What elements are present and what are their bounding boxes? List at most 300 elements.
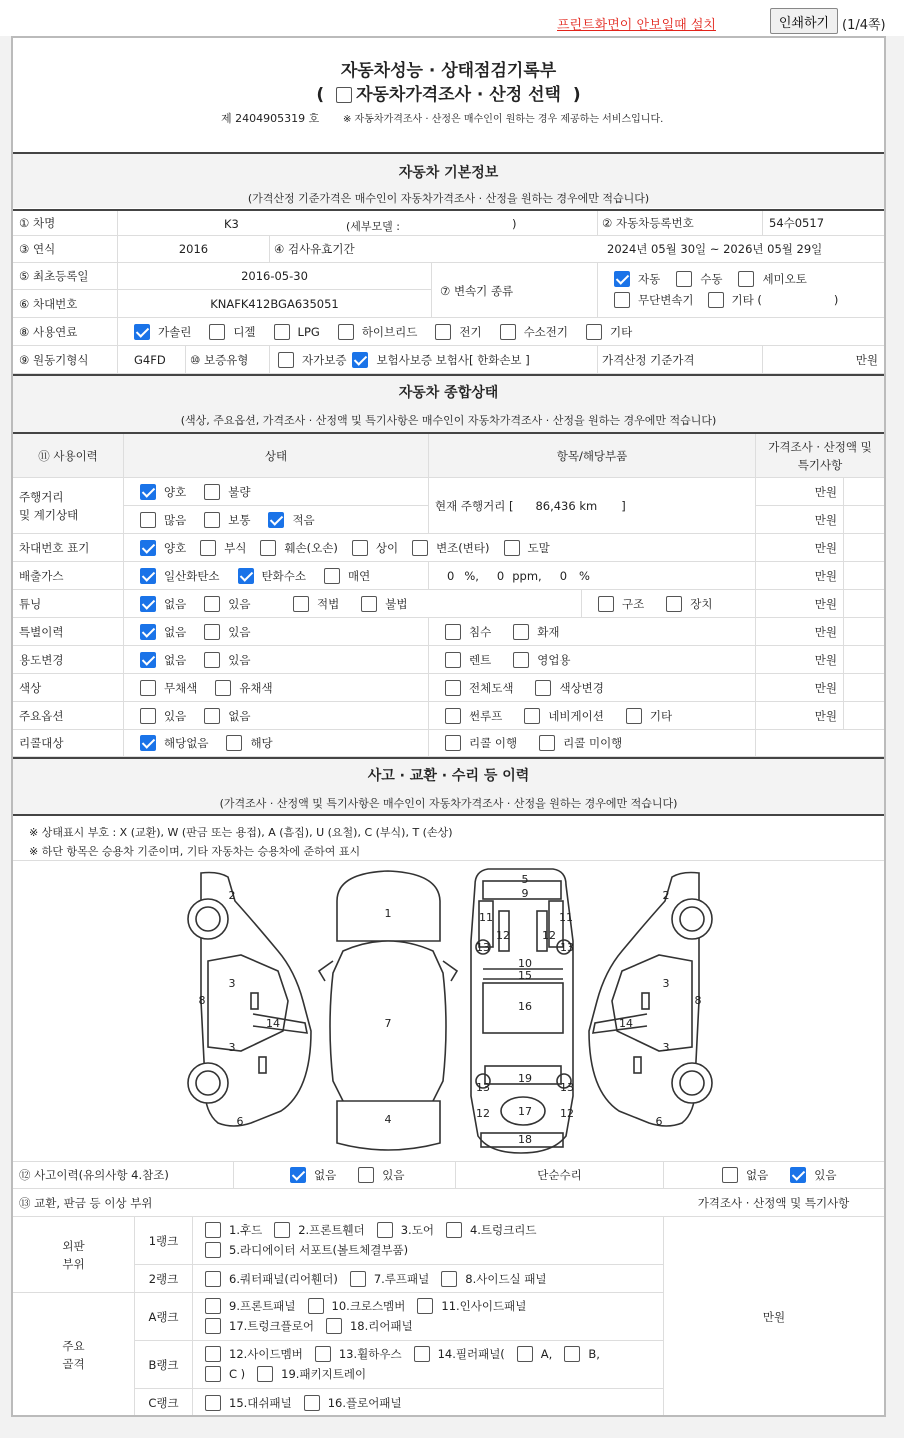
- rank1-l0-part-2-checkbox[interactable]: [377, 1222, 393, 1238]
- price-check-select-checkbox[interactable]: [336, 87, 352, 103]
- first-reg-label: ⑤ 최초등록일: [19, 269, 89, 283]
- status-symbol-note: ※ 상태표시 부호 : X (교환), W (판금 또는 용접), A (흠집), U (요철), C (부식), T (손상): [29, 826, 453, 839]
- tuning-type-cell: [581, 590, 755, 617]
- rankB-l1-part-1-checkbox[interactable]: [257, 1366, 273, 1382]
- outer-panel-group: [13, 1217, 134, 1293]
- warranty-option-0[interactable]: [278, 352, 346, 368]
- accident-section-header: [13, 757, 884, 814]
- print-button[interactable]: 인쇄하기: [770, 8, 838, 34]
- vinmark-option-5[interactable]: [504, 540, 550, 556]
- vinmark-option-0[interactable]: [140, 540, 186, 556]
- vinmark-row-label: 차대번호 표기: [19, 540, 90, 555]
- emission-co-unit: %,: [464, 568, 479, 583]
- diagram-label-3-left-front: 3: [228, 977, 236, 990]
- rank2-l0-part-0[interactable]: [205, 1271, 338, 1287]
- car-name-cell: [117, 211, 597, 235]
- document-title: 자동차성능 · 상태점검기록부: [340, 61, 557, 81]
- detail-model-label: (세부모델 :: [346, 220, 400, 233]
- warranty-1-checkbox[interactable]: [352, 352, 368, 368]
- trans-manual-option[interactable]: [676, 271, 722, 287]
- diagram-label-12-rear-left: 12: [476, 1107, 490, 1120]
- option-item-2-checkbox[interactable]: [626, 708, 642, 724]
- emission-1-checkbox[interactable]: [238, 568, 254, 584]
- rank1-l0-part-1[interactable]: [274, 1222, 365, 1238]
- usage-price-extra: [843, 646, 884, 673]
- fuel-6-checkbox[interactable]: [586, 324, 602, 340]
- engine-label: ⑨ 원동기형식: [19, 352, 89, 367]
- rankB-l1-part-0-checkbox[interactable]: [205, 1366, 221, 1382]
- overall-column-header: [13, 432, 884, 478]
- recall-1-checkbox[interactable]: [226, 735, 242, 751]
- recall-item-0-checkbox[interactable]: [445, 735, 461, 751]
- emission-0-checkbox[interactable]: [140, 568, 156, 584]
- rank2-l0-part-2-checkbox[interactable]: [441, 1271, 457, 1287]
- rankB-l1-part-label-1: 19.패키지트레이: [281, 1367, 367, 1381]
- trans-etc-close: ): [833, 293, 839, 307]
- rankB-l0-part-4[interactable]: [564, 1346, 600, 1362]
- mileage2-option-0[interactable]: [140, 512, 186, 528]
- option-item-0-checkbox[interactable]: [445, 708, 461, 724]
- rankA-l0-part-0[interactable]: [205, 1298, 296, 1314]
- rankB-l0-part-label-2: 14.필러패널(: [437, 1347, 505, 1361]
- rank1-l0-part-0-checkbox[interactable]: [205, 1222, 221, 1238]
- warranty-option-1[interactable]: [352, 352, 529, 368]
- transmission-options-row2: [614, 292, 838, 308]
- option-price-unit: 만원: [755, 702, 843, 729]
- mileage1-price-unit: 만원: [755, 478, 843, 505]
- vinmark-option-1[interactable]: [200, 540, 246, 556]
- special-item-1-checkbox[interactable]: [513, 624, 529, 640]
- accident-history-1-checkbox[interactable]: [358, 1167, 374, 1183]
- special-option-0[interactable]: [140, 624, 186, 640]
- rankA-l0-line: [205, 1298, 538, 1314]
- recall-0-checkbox[interactable]: [140, 735, 156, 751]
- rankA-l1-part-1[interactable]: [326, 1318, 413, 1334]
- service-note: ※ 자동차가격조사 · 산정은 매수인이 원하는 경우 제공하는 서비스입니다.: [343, 114, 664, 125]
- rankA-l1-part-0[interactable]: [205, 1318, 314, 1334]
- usage-item-0-checkbox[interactable]: [445, 652, 461, 668]
- fuel-4-checkbox[interactable]: [435, 324, 451, 340]
- emission-price-unit: 만원: [755, 562, 843, 589]
- passenger-car-note: ※ 하단 항목은 승용차 기준이며, 기타 자동차는 승용차에 준하여 표시: [29, 845, 361, 858]
- option-option-1[interactable]: [204, 708, 250, 724]
- mileage1-option-1[interactable]: [204, 484, 250, 500]
- rank1-l1-part-0[interactable]: [205, 1242, 408, 1258]
- trans-etc-label: 기타 (: [731, 293, 762, 307]
- vinmark-option-4[interactable]: [412, 540, 489, 556]
- special-item-0-checkbox[interactable]: [445, 624, 461, 640]
- vinmark-price-unit: 만원: [755, 534, 843, 561]
- tuning-price-extra: [843, 590, 884, 617]
- rank1-l0-part-0[interactable]: [205, 1222, 262, 1238]
- rankB-l0-part-3-checkbox[interactable]: [517, 1346, 533, 1362]
- year-label: ③ 연식: [19, 242, 56, 256]
- parts-label: ⑬ 교환, 판금 등 이상 부위: [19, 1195, 153, 1210]
- overall-title: 자동차 종합상태: [398, 385, 499, 401]
- fuel-2-checkbox[interactable]: [274, 324, 290, 340]
- rank1-l1-part-label-0: 5.라디에이터 서포트(볼트체결부품): [229, 1243, 409, 1257]
- tuning-legal-cell: [283, 590, 429, 617]
- emission-label-2: 매연: [347, 568, 371, 583]
- row-year: [13, 236, 884, 263]
- rankA-l0-part-label-1: 10.크로스멤버: [331, 1299, 406, 1313]
- usage-option-0[interactable]: [140, 652, 186, 668]
- tuning-1-checkbox[interactable]: [204, 596, 220, 612]
- recall-option-0[interactable]: [140, 735, 208, 751]
- mileage2-option-1[interactable]: [204, 512, 250, 528]
- tuning-legal-option-0[interactable]: [293, 596, 339, 612]
- tuning-option-1[interactable]: [204, 596, 250, 612]
- color-item-0-checkbox[interactable]: [445, 680, 461, 696]
- fuel-label: ⑧ 사용연료: [19, 324, 78, 339]
- tuning-legal-1-checkbox[interactable]: [361, 596, 377, 612]
- diagram-label-14-left: 14: [266, 1017, 280, 1030]
- color-option-0[interactable]: [140, 680, 197, 696]
- diagram-label-16: 16: [518, 1000, 532, 1013]
- rankA-l0-part-0-checkbox[interactable]: [205, 1298, 221, 1314]
- usage-item-1-checkbox[interactable]: [513, 652, 529, 668]
- usage-label-1: 있음: [228, 652, 251, 667]
- rank1-l0-part-3-checkbox[interactable]: [446, 1222, 462, 1238]
- diagram-label-9: 9: [521, 887, 529, 900]
- special-0-checkbox[interactable]: [140, 624, 156, 640]
- option-1-checkbox[interactable]: [204, 708, 220, 724]
- accident-history-option-1[interactable]: [358, 1167, 404, 1183]
- fuel-option-2[interactable]: [274, 324, 320, 340]
- rankC-l0-part-label-0: 15.대쉬패널: [229, 1396, 292, 1410]
- subtitle-open: (: [316, 85, 325, 105]
- rank1-l1-line: [205, 1242, 420, 1258]
- diagram-label-8-right: 8: [694, 994, 702, 1007]
- rankA-l1-part-0-checkbox[interactable]: [205, 1318, 221, 1334]
- tuning-type-1-checkbox[interactable]: [666, 596, 682, 612]
- mileage1-option-0[interactable]: [140, 484, 186, 500]
- vinmark-5-checkbox[interactable]: [504, 540, 520, 556]
- tuning-type-option-0[interactable]: [598, 596, 644, 612]
- trans-cvt-checkbox[interactable]: [614, 292, 630, 308]
- diagram-label-12-rear-right: 12: [560, 1107, 574, 1120]
- trans-etc-option[interactable]: [708, 292, 762, 308]
- rankA-l0-part-label-2: 11.인사이드패널: [441, 1299, 527, 1313]
- diagram-label-14-right: 14: [619, 1017, 633, 1030]
- overall-row-option: [13, 702, 884, 730]
- option-item-label-2: 기타: [649, 708, 673, 723]
- vinmark-0-checkbox[interactable]: [140, 540, 156, 556]
- rankA-l1-part-1-checkbox[interactable]: [326, 1318, 342, 1334]
- rank1-l0-part-label-0: 1.후드: [229, 1223, 263, 1237]
- usage-0-checkbox[interactable]: [140, 652, 156, 668]
- fuel-option-6[interactable]: [586, 324, 632, 340]
- special-item-option-1[interactable]: [513, 624, 559, 640]
- mileage2-1-checkbox[interactable]: [204, 512, 220, 528]
- mileage2-price-unit: 만원: [755, 506, 843, 533]
- special-option-1[interactable]: [204, 624, 250, 640]
- diagram-label-13-rear-right: 13: [560, 1081, 574, 1094]
- mileage1-1-checkbox[interactable]: [204, 484, 220, 500]
- recall-label-1: 해당: [250, 736, 273, 750]
- rankB-l0-part-1[interactable]: [315, 1346, 402, 1362]
- mileage-value: 86,436 km: [535, 498, 598, 513]
- rankB-label: B랭크: [135, 1341, 193, 1388]
- mileage2-label-2: 적음: [292, 512, 315, 527]
- special-1-checkbox[interactable]: [204, 624, 220, 640]
- rank1-l0-part-2[interactable]: [377, 1222, 434, 1238]
- rankC-l0-part-1[interactable]: [304, 1395, 402, 1411]
- option-row-label: 주요옵션: [19, 708, 64, 723]
- simple-repair-0-checkbox[interactable]: [722, 1167, 738, 1183]
- fuel-3-checkbox[interactable]: [338, 324, 354, 340]
- document-subtitle: [13, 80, 884, 105]
- color-option-1[interactable]: [215, 680, 272, 696]
- mileage1-price-extra: [843, 478, 884, 505]
- car-name-value: K3: [224, 217, 239, 231]
- option-item-1-checkbox[interactable]: [524, 708, 540, 724]
- trans-etc-checkbox[interactable]: [708, 292, 724, 308]
- trans-auto-option[interactable]: [614, 271, 660, 287]
- tuning-type-option-1[interactable]: [666, 596, 712, 612]
- recall-option-1[interactable]: [226, 735, 272, 751]
- car-damage-diagram: [13, 861, 884, 1161]
- emission-2-checkbox[interactable]: [324, 568, 340, 584]
- option-item-option-0[interactable]: [445, 708, 502, 724]
- usage-option-1[interactable]: [204, 652, 250, 668]
- rankC-l0-part-0-checkbox[interactable]: [205, 1395, 221, 1411]
- vinmark-1-checkbox[interactable]: [200, 540, 216, 556]
- color-row-label: 색상: [19, 680, 42, 695]
- rankA-l1-part-label-0: 17.트렁크플로어: [229, 1319, 314, 1333]
- diagram-label-15: 15: [518, 969, 532, 982]
- emission-option-2[interactable]: [324, 568, 370, 584]
- diagram-label-5: 5: [521, 873, 529, 886]
- option-price-extra: [843, 702, 884, 729]
- parts-table: [13, 1217, 884, 1417]
- inspection-label: ④ 검사유효기간: [269, 236, 597, 262]
- usage-item-option-0[interactable]: [445, 652, 491, 668]
- recall-price-empty: [755, 730, 884, 756]
- rankB-l0-part-0-checkbox[interactable]: [205, 1346, 221, 1362]
- transmission-cell: [431, 263, 884, 318]
- emission-option-1[interactable]: [238, 568, 306, 584]
- special-price-unit: 만원: [755, 618, 843, 645]
- option-label-0: 있음: [164, 708, 187, 723]
- trans-manual-checkbox[interactable]: [676, 271, 692, 287]
- recall-item-label-1: 리콜 미이행: [563, 736, 623, 750]
- tuning-legal-0-checkbox[interactable]: [293, 596, 309, 612]
- warranty-label-1: 보험사보증 보험사[ 한화손보 ]: [376, 352, 530, 367]
- option-item-option-1[interactable]: [524, 708, 604, 724]
- accident-history-0-checkbox[interactable]: [290, 1167, 306, 1183]
- fuel-label-4: 전기: [459, 324, 482, 339]
- rankA-l0-part-1-checkbox[interactable]: [308, 1298, 324, 1314]
- fuel-label-1: 디젤: [233, 324, 256, 339]
- option-label-1: 없음: [228, 708, 251, 723]
- rankB-l0-part-3[interactable]: [517, 1346, 553, 1362]
- option-option-0[interactable]: [140, 708, 186, 724]
- emission-values: [428, 562, 755, 589]
- rankB-l0-part-1-checkbox[interactable]: [315, 1346, 331, 1362]
- diagram-label-13-front-left: 13: [476, 941, 490, 954]
- rankA-l1-part-label-1: 18.리어패널: [349, 1319, 413, 1333]
- trans-semi-checkbox[interactable]: [738, 271, 754, 287]
- overall-row-special: [13, 618, 884, 646]
- tuning-type-0-checkbox[interactable]: [598, 596, 614, 612]
- vinmark-4-checkbox[interactable]: [412, 540, 428, 556]
- rankC-l0-part-label-1: 16.플로어패널: [327, 1396, 402, 1410]
- rankC-l0-part-0[interactable]: [205, 1395, 292, 1411]
- simple-repair-1-checkbox[interactable]: [790, 1167, 806, 1183]
- rank1-l0-part-3[interactable]: [446, 1222, 537, 1238]
- emission-status-cell: [123, 562, 388, 589]
- rankA-l0-part-1[interactable]: [308, 1298, 406, 1314]
- color-label-1: 유채색: [239, 680, 273, 695]
- vinmark-3-checkbox[interactable]: [352, 540, 368, 556]
- fuel-option-3[interactable]: [338, 324, 418, 340]
- color-price-unit: 만원: [755, 674, 843, 701]
- detail-model-close: ): [512, 217, 517, 231]
- tuning-option-0[interactable]: [140, 596, 186, 612]
- color-0-checkbox[interactable]: [140, 680, 156, 696]
- row-car-name: [13, 209, 884, 236]
- diagram-label-3-right-rear: 3: [662, 1041, 670, 1054]
- usage-item-label-1: 영업용: [537, 652, 571, 667]
- overall-row-usage: [13, 646, 884, 674]
- vinmark-option-3[interactable]: [352, 540, 398, 556]
- option-0-checkbox[interactable]: [140, 708, 156, 724]
- frame-group: [13, 1293, 134, 1417]
- mileage-text: 현재 주행거리 [: [435, 498, 514, 513]
- diagram-label-1: 1: [384, 907, 392, 920]
- mileage1-status-cell: [123, 478, 428, 505]
- rankA-label: A랭크: [135, 1293, 193, 1340]
- vinmark-2-checkbox[interactable]: [260, 540, 276, 556]
- mileage2-0-checkbox[interactable]: [140, 512, 156, 528]
- rankA-l0-part-label-0: 9.프론트패널: [229, 1299, 296, 1313]
- fuel-0-checkbox[interactable]: [134, 324, 150, 340]
- vinmark-label-2: 훼손(오손): [284, 540, 338, 555]
- vinmark-option-2[interactable]: [260, 540, 337, 556]
- transmission-options-row1: [614, 271, 821, 287]
- trans-cvt-label: 무단변속기: [638, 293, 694, 307]
- tuning-status-cell: [123, 590, 268, 617]
- rank1-l0-line: [205, 1222, 548, 1238]
- rank2-l0-part-1-checkbox[interactable]: [350, 1271, 366, 1287]
- vinmark-label-0: 양호: [164, 540, 187, 555]
- fuel-1-checkbox[interactable]: [209, 324, 225, 340]
- fuel-option-5[interactable]: [500, 324, 568, 340]
- diagram-label-6-right: 6: [655, 1115, 663, 1128]
- recall-item-option-1[interactable]: [539, 735, 622, 751]
- rankC-l0-part-1-checkbox[interactable]: [304, 1395, 320, 1411]
- color-item-option-0[interactable]: [445, 680, 513, 696]
- rankB-l0-part-0[interactable]: [205, 1346, 303, 1362]
- mileage2-option-2[interactable]: [268, 512, 314, 528]
- rankB-l0-part-4-checkbox[interactable]: [564, 1346, 580, 1362]
- fuel-label-3: 하이브리드: [361, 324, 418, 339]
- simple-repair-option-0[interactable]: [722, 1167, 768, 1183]
- color-item-1-checkbox[interactable]: [535, 680, 551, 696]
- rank1-l1-part-0-checkbox[interactable]: [205, 1242, 221, 1258]
- usage-item-label-0: 렌트: [469, 652, 492, 667]
- basic-info-title: 자동차 기본정보: [398, 165, 499, 181]
- mileage2-label-0: 많음: [164, 512, 187, 527]
- color-1-checkbox[interactable]: [215, 680, 231, 696]
- recall-item-option-0[interactable]: [445, 735, 517, 751]
- rankB-l0-part-label-4: B,: [588, 1347, 600, 1361]
- rank1-l0-part-1-checkbox[interactable]: [274, 1222, 290, 1238]
- recall-item-1-checkbox[interactable]: [539, 735, 555, 751]
- fuel-option-4[interactable]: [435, 324, 481, 340]
- emission-option-0[interactable]: [140, 568, 220, 584]
- option-item-label-1: 네비게이션: [548, 708, 604, 723]
- tuning-0-checkbox[interactable]: [140, 596, 156, 612]
- warranty-0-checkbox[interactable]: [278, 352, 294, 368]
- color-status-cell: [123, 674, 428, 701]
- parts-price-label: 가격조사 · 산정액 및 특기사항: [697, 1195, 850, 1210]
- reg-no-label: ② 자동차등록번호: [597, 211, 762, 235]
- vinmark-label-3: 상이: [375, 540, 399, 555]
- rank2-l0-part-0-checkbox[interactable]: [205, 1271, 221, 1287]
- col-status: 상태: [123, 434, 428, 477]
- print-install-link[interactable]: 프린트화면이 안보일때 설치: [557, 18, 716, 33]
- recall-label-0: 해당없음: [164, 736, 209, 750]
- document-header: [13, 38, 884, 154]
- rankB-l1-part-0[interactable]: [205, 1366, 245, 1382]
- rankA-l0-part-2[interactable]: [417, 1298, 526, 1314]
- option-item-option-2[interactable]: [626, 708, 672, 724]
- rank2-l0-part-1[interactable]: [350, 1271, 429, 1287]
- usage-item-option-1[interactable]: [513, 652, 570, 668]
- rank1-label: 1랭크: [135, 1217, 193, 1264]
- diagram-label-12-front-left: 12: [496, 929, 510, 942]
- color-item-option-1[interactable]: [535, 680, 603, 696]
- tuning-label-0: 없음: [164, 596, 187, 611]
- diagram-label-8-left: 8: [198, 994, 206, 1007]
- vinmark-label-5: 도말: [527, 540, 550, 555]
- warranty-options: [269, 346, 597, 373]
- trans-cvt-option[interactable]: [614, 292, 694, 308]
- usage-price-unit: 만원: [755, 646, 843, 673]
- mileage-item-cell: [428, 478, 755, 534]
- accident-history-option-0[interactable]: [290, 1167, 336, 1183]
- special-item-option-0[interactable]: [445, 624, 491, 640]
- rankB-l1-line: [205, 1366, 378, 1382]
- mileage2-2-checkbox[interactable]: [268, 512, 284, 528]
- rankA-l0-part-2-checkbox[interactable]: [417, 1298, 433, 1314]
- basic-info-subtitle: (가격산정 기준가격은 매수인이 자동차가격조사 · 산정을 원하는 경우에만 적습니다): [247, 192, 650, 205]
- diagram-label-12-front-right: 12: [542, 929, 556, 942]
- fuel-5-checkbox[interactable]: [500, 324, 516, 340]
- emission-price-extra: [843, 562, 884, 589]
- option-item-label-0: 썬루프: [469, 708, 503, 723]
- recall-item-label-0: 리콜 이행: [469, 736, 518, 750]
- color-item-cell: [428, 674, 755, 701]
- simple-repair-option-1[interactable]: [790, 1167, 836, 1183]
- fuel-option-1[interactable]: [209, 324, 255, 340]
- rank2-l0-part-2[interactable]: [441, 1271, 546, 1287]
- tuning-legal-option-1[interactable]: [361, 596, 407, 612]
- rankB-l0-part-2-checkbox[interactable]: [414, 1346, 430, 1362]
- col-price: 가격조사 · 산정액 및 특기사항: [755, 434, 884, 477]
- trans-auto-checkbox[interactable]: [614, 271, 630, 287]
- rankB-l0-part-2[interactable]: [414, 1346, 505, 1362]
- mileage1-0-checkbox[interactable]: [140, 484, 156, 500]
- usage-1-checkbox[interactable]: [204, 652, 220, 668]
- trans-semi-option[interactable]: [738, 271, 806, 287]
- vinmark-price-extra: [843, 534, 884, 561]
- fuel-options: [117, 318, 650, 345]
- fuel-option-0[interactable]: [134, 324, 191, 340]
- rankB-l1-part-1[interactable]: [257, 1366, 366, 1382]
